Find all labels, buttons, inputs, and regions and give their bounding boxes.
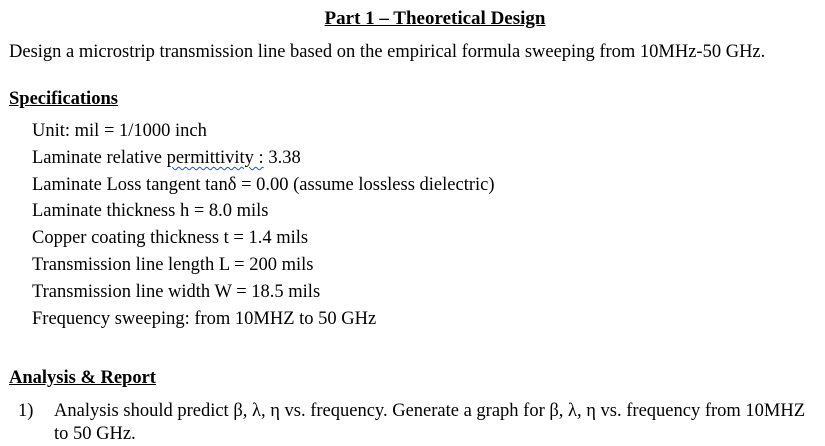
spec-length: Transmission line length L = 200 mils — [32, 254, 314, 275]
analysis-item-number: 1) — [18, 401, 34, 421]
spec-permittivity-label: Laminate relative — [32, 147, 167, 168]
specifications-heading: Specifications — [9, 89, 118, 109]
spec-copper: Copper coating thickness t = 1.4 mils — [32, 228, 309, 249]
spec-unit: Unit: mil = 1/1000 inch — [32, 121, 207, 141]
spec-thickness: Laminate thickness h = 8.0 mils — [32, 201, 269, 222]
spec-loss-tangent: Laminate Loss tangent tanδ = 0.00 (assume lossless dielectric) — [32, 174, 495, 195]
spec-permittivity — [32, 148, 495, 175]
specifications-list — [32, 121, 495, 335]
spec-frequency: Frequency sweeping: from 10MHZ to 50 GHz — [32, 308, 377, 329]
analysis-item — [18, 400, 818, 446]
spec-width: Transmission line width W = 18.5 mils — [32, 281, 321, 302]
analysis-heading: Analysis & Report — [9, 368, 156, 388]
intro-paragraph: Design a microstrip transmission line based on the empirical formula sweeping from 10MHz-50 GHz. — [9, 42, 766, 62]
page-title: Part 1 – Theoretical Design — [324, 8, 546, 29]
spellcheck-underlined-word[interactable]: permittivity : — [166, 147, 264, 168]
analysis-item-text: Analysis should predict β, λ, η vs. frequency. Generate a graph for β, λ, η vs. frequency from 10MHZ to 50 GHz. — [54, 401, 806, 444]
spec-permittivity-value: 3.38 — [263, 147, 301, 168]
